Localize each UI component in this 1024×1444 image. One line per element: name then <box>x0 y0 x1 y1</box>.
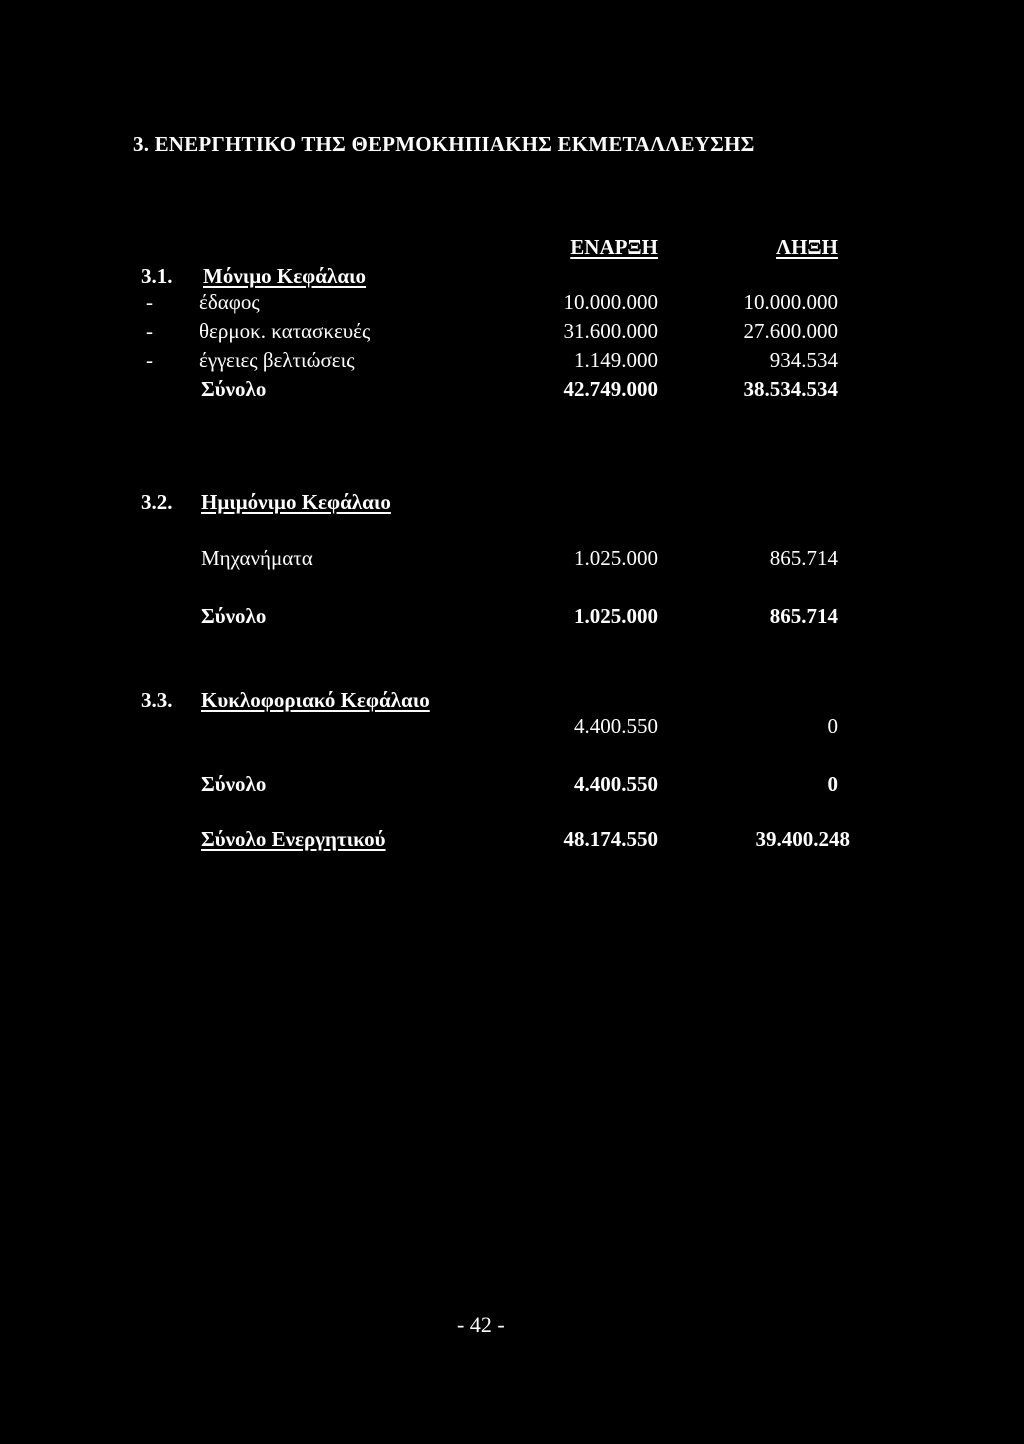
total-label-3-3: Σύνολο <box>201 772 267 796</box>
section-heading-3-3: Κυκλοφοριακό Κεφάλαιο <box>201 688 430 712</box>
total-label-3-1: Σύνολο <box>201 377 267 401</box>
row-value-start: 1.149.000 <box>574 348 658 372</box>
section-heading-3-1: Μόνιμο Κεφάλαιο <box>203 264 367 288</box>
total-value-start-3-3: 4.400.550 <box>574 772 658 796</box>
row-label-veltioseis: έγγειες βελτιώσεις <box>199 348 355 372</box>
row-value-start: 10.000.000 <box>563 290 658 314</box>
total-value-end-3-3: 0 <box>827 772 838 796</box>
row-value-start: 4.400.550 <box>574 714 658 738</box>
row-bullet: - <box>146 348 153 372</box>
total-value-end-3-1: 38.534.534 <box>743 377 838 401</box>
row-value-end: 27.600.000 <box>743 319 838 343</box>
section-heading-3-2: Ημιμόνιμο Κεφάλαιο <box>201 490 391 514</box>
grand-total-start: 48.174.550 <box>563 827 658 851</box>
section-number-3-1: 3.1. <box>141 264 173 288</box>
row-label-kataskeves: θερμοκ. κατασκευές <box>199 319 371 343</box>
row-value-end: 865.714 <box>769 546 838 570</box>
row-label-edafos: έδαφος <box>199 290 260 314</box>
column-header-end: ΛΗΞΗ <box>776 235 838 259</box>
page-title: 3. ΕΝΕΡΓΗΤΙΚΟ ΤΗΣ ΘΕΡΜΟΚΗΠΙΑΚΗΣ ΕΚΜΕΤΑΛΛΕΥΣΗΣ <box>133 132 755 156</box>
total-label-3-2: Σύνολο <box>201 604 267 628</box>
section-number-3-3: 3.3. <box>141 688 173 712</box>
row-value-end: 0 <box>827 714 838 738</box>
row-label-michanimata: Μηχανήματα <box>201 546 313 570</box>
row-value-end: 10.000.000 <box>743 290 838 314</box>
total-value-start-3-1: 42.749.000 <box>563 377 658 401</box>
grand-total-end: 39.400.248 <box>755 827 850 851</box>
grand-total-label: Σύνολο Ενεργητικού <box>201 827 386 851</box>
row-bullet: - <box>146 290 153 314</box>
column-header-start: ΕΝΑΡΞΗ <box>570 235 658 259</box>
page-number: - 42 - <box>457 1312 505 1337</box>
row-value-start: 1.025.000 <box>574 546 658 570</box>
row-value-end: 934.534 <box>769 348 838 372</box>
section-number-3-2: 3.2. <box>141 490 173 514</box>
total-value-start-3-2: 1.025.000 <box>574 604 658 628</box>
row-bullet: - <box>146 319 153 343</box>
row-value-start: 31.600.000 <box>563 319 658 343</box>
total-value-end-3-2: 865.714 <box>769 604 838 628</box>
